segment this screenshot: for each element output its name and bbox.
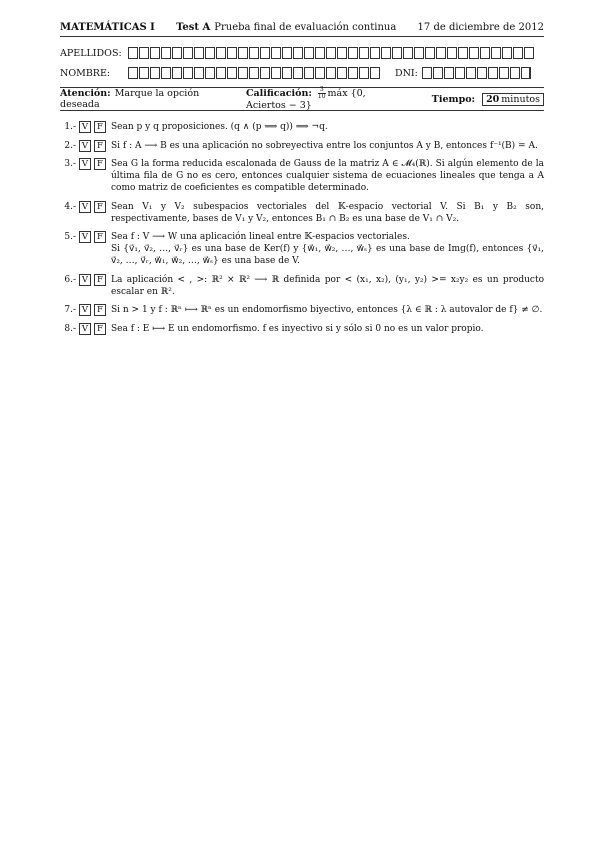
- question-text-line-2: Si {v⃗₁, v⃗₂, …, v⃗ᵣ} es una base de Ker(f) y {w⃗₁, w⃗₂, …, w⃗ₛ} es una base de Img(f), entonces {v⃗₁, v⃗₂, …, v⃗ᵣ, w⃗₁, w⃗₂, …, w⃗ₛ} es una base de V.: [111, 244, 544, 266]
- character-box[interactable]: [370, 47, 380, 59]
- question-text: [111, 231, 544, 267]
- true-checkbox[interactable]: V: [79, 158, 91, 170]
- character-box[interactable]: [348, 67, 358, 79]
- character-box[interactable]: [238, 47, 248, 59]
- character-box[interactable]: [172, 47, 182, 59]
- question-number: 3.-: [64, 159, 76, 169]
- true-checkbox[interactable]: V: [79, 231, 91, 243]
- question-number: 7.-: [64, 305, 76, 315]
- character-box[interactable]: [260, 47, 270, 59]
- attention-text: Marque la opción deseada: [60, 88, 200, 110]
- character-box[interactable]: [513, 47, 523, 59]
- character-box[interactable]: [183, 67, 193, 79]
- character-box[interactable]: [488, 67, 498, 79]
- question-4: [60, 201, 544, 225]
- false-checkbox[interactable]: F: [94, 323, 106, 335]
- nombre-field[interactable]: [128, 67, 381, 79]
- nombre-row: [60, 63, 544, 83]
- time-limit: [432, 94, 544, 105]
- grade-fraction: [318, 87, 326, 100]
- question-text: Sean V₁ y V₂ subespacios vectoriales del 𝕂-espacio vectorial V. Si B₁ y B₂ son, respectivamente, bases de V₁ y V₂, entonces B₁ ∩ B₂ es una base de V₁ ∩ V₂.: [111, 201, 544, 224]
- character-box[interactable]: [304, 47, 314, 59]
- question-text: Sean p y q proposiciones. (q ∧ (p ⟹ q)) ⟹ ¬q.: [111, 122, 328, 132]
- question-text: La aplicación < , >: ℝ² × ℝ² ⟶ ℝ definida por < (x₁, x₂), (y₁, y₂) >= x₂y₂ es un producto escalar en ℝ².: [111, 274, 544, 297]
- character-box[interactable]: [194, 47, 204, 59]
- test-description: Prueba final de evaluación continua: [214, 22, 397, 33]
- true-checkbox[interactable]: V: [79, 121, 91, 133]
- subject-title: MATEMÁTICAS I: [60, 22, 155, 33]
- exam-header: [60, 22, 544, 36]
- test-label: Test A: [176, 22, 211, 33]
- character-box[interactable]: [521, 67, 531, 79]
- false-checkbox[interactable]: F: [94, 158, 106, 170]
- true-checkbox[interactable]: V: [79, 274, 91, 286]
- character-box[interactable]: [216, 67, 226, 79]
- character-box[interactable]: [183, 47, 193, 59]
- question-text: Sea G la forma reducida escalonada de Gauss de la matriz A ∈ 𝓜₄(ℝ). Si algún elemento de la última fila de G no es cero, entonces cualquier sistema de ecuaciones lineales que tenga a A como matriz de coeficientes es compatible determinado.: [111, 159, 544, 193]
- character-box[interactable]: [422, 67, 432, 79]
- attention-note: [60, 88, 216, 110]
- false-checkbox[interactable]: F: [94, 201, 106, 213]
- character-box[interactable]: [238, 67, 248, 79]
- question-number: 2.-: [64, 140, 76, 151]
- questions-list: [60, 121, 544, 335]
- exam-page: [60, 22, 544, 341]
- character-box[interactable]: [205, 67, 215, 79]
- character-box[interactable]: [271, 47, 281, 59]
- character-box[interactable]: [161, 67, 171, 79]
- character-box[interactable]: [491, 47, 501, 59]
- info-row: [60, 88, 544, 110]
- question-text: Si f : A ⟶ B es una aplicación no sobreyectiva entre los conjuntos A y B, entonces f⁻¹(B) = A.: [111, 140, 538, 151]
- question-number: 4.-: [64, 201, 76, 212]
- character-box[interactable]: [337, 67, 347, 79]
- character-box[interactable]: [326, 67, 336, 79]
- character-box[interactable]: [466, 67, 476, 79]
- character-box[interactable]: [414, 47, 424, 59]
- character-box[interactable]: [403, 47, 413, 59]
- character-box[interactable]: [150, 47, 160, 59]
- character-box[interactable]: [370, 67, 380, 79]
- grade-text: máx {0, Aciertos − 3}: [245, 88, 366, 111]
- question-text-line-1: Sea f : V ⟶ W una aplicación lineal entre 𝕂-espacios vectoriales.: [111, 232, 410, 242]
- header-divider: [60, 36, 544, 37]
- question-number: 5.-: [64, 232, 76, 242]
- character-box[interactable]: [444, 67, 454, 79]
- nombre-label: NOMBRE:: [60, 67, 111, 79]
- exam-date: 17 de diciembre de 2012: [417, 22, 544, 33]
- question-3: [60, 158, 544, 194]
- character-box[interactable]: [458, 47, 468, 59]
- character-box[interactable]: [293, 47, 303, 59]
- character-box[interactable]: [249, 47, 259, 59]
- true-checkbox[interactable]: V: [79, 304, 91, 316]
- character-box[interactable]: [433, 67, 443, 79]
- character-box[interactable]: [392, 47, 402, 59]
- question-number: 8.-: [64, 323, 76, 334]
- apellidos-label: APELLIDOS:: [60, 47, 122, 59]
- test-title: [176, 22, 396, 33]
- character-box[interactable]: [282, 47, 292, 59]
- character-box[interactable]: [524, 47, 534, 59]
- false-checkbox[interactable]: F: [94, 121, 106, 133]
- question-text: Si n > 1 y f : ℝⁿ ⟼ ℝⁿ es un endomorfismo biyectivo, entonces {λ ∈ ℝ : λ autovalor de f} ≠ ∅.: [111, 305, 543, 315]
- character-box[interactable]: [216, 47, 226, 59]
- character-box[interactable]: [161, 47, 171, 59]
- character-box[interactable]: [249, 67, 259, 79]
- question-text: Sea f : E ⟼ E un endomorfismo. f es inyectivo si y sólo si 0 no es un valor propio.: [111, 323, 484, 334]
- character-box[interactable]: [150, 67, 160, 79]
- false-checkbox[interactable]: F: [94, 304, 106, 316]
- character-box[interactable]: [469, 47, 479, 59]
- character-box[interactable]: [359, 47, 369, 59]
- character-box[interactable]: [139, 67, 149, 79]
- question-number: 6.-: [64, 274, 76, 285]
- character-box[interactable]: [271, 67, 281, 79]
- character-box[interactable]: [480, 47, 490, 59]
- character-box[interactable]: [227, 67, 237, 79]
- grade-denominator: 10: [317, 93, 326, 100]
- apellidos-field[interactable]: [128, 47, 535, 59]
- character-box[interactable]: [425, 47, 435, 59]
- character-box[interactable]: [477, 67, 487, 79]
- dni-label: DNI:: [395, 67, 418, 79]
- character-box[interactable]: [359, 67, 369, 79]
- true-checkbox[interactable]: V: [79, 323, 91, 335]
- character-box[interactable]: [510, 67, 520, 79]
- character-box[interactable]: [502, 47, 512, 59]
- character-box[interactable]: [139, 47, 149, 59]
- true-checkbox[interactable]: V: [79, 140, 91, 152]
- character-box[interactable]: [260, 67, 270, 79]
- character-box[interactable]: [447, 47, 457, 59]
- false-checkbox[interactable]: F: [94, 140, 106, 152]
- apellidos-row: [60, 43, 544, 63]
- character-box[interactable]: [128, 47, 138, 59]
- character-box[interactable]: [293, 67, 303, 79]
- character-box[interactable]: [337, 47, 347, 59]
- character-box[interactable]: [128, 67, 138, 79]
- question-8: [60, 323, 544, 335]
- character-box[interactable]: [315, 67, 325, 79]
- true-checkbox[interactable]: V: [79, 201, 91, 213]
- time-unit: minutos: [501, 93, 540, 105]
- dni-field[interactable]: [422, 67, 532, 79]
- character-box[interactable]: [436, 47, 446, 59]
- character-box[interactable]: [282, 67, 292, 79]
- time-box: [482, 93, 544, 106]
- character-box[interactable]: [381, 47, 391, 59]
- character-box[interactable]: [348, 47, 358, 59]
- question-1: [60, 121, 544, 133]
- character-box[interactable]: [194, 67, 204, 79]
- time-label: Tiempo:: [431, 93, 476, 105]
- grade-formula: [246, 87, 408, 111]
- character-box[interactable]: [315, 47, 325, 59]
- time-value: 20: [486, 93, 500, 105]
- character-box[interactable]: [172, 67, 182, 79]
- question-2: [60, 140, 544, 152]
- grade-label: Calificación:: [245, 88, 312, 99]
- question-7: [60, 304, 544, 316]
- false-checkbox[interactable]: F: [94, 274, 106, 286]
- false-checkbox[interactable]: F: [94, 231, 106, 243]
- character-box[interactable]: [455, 67, 465, 79]
- grade-numerator: 3: [319, 86, 324, 93]
- character-box[interactable]: [499, 67, 509, 79]
- character-box[interactable]: [326, 47, 336, 59]
- character-box[interactable]: [304, 67, 314, 79]
- question-number: 1.-: [64, 122, 76, 132]
- question-5: [60, 231, 544, 267]
- character-box[interactable]: [227, 47, 237, 59]
- question-6: [60, 274, 544, 298]
- character-box[interactable]: [205, 47, 215, 59]
- attention-label: Atención:: [60, 88, 111, 99]
